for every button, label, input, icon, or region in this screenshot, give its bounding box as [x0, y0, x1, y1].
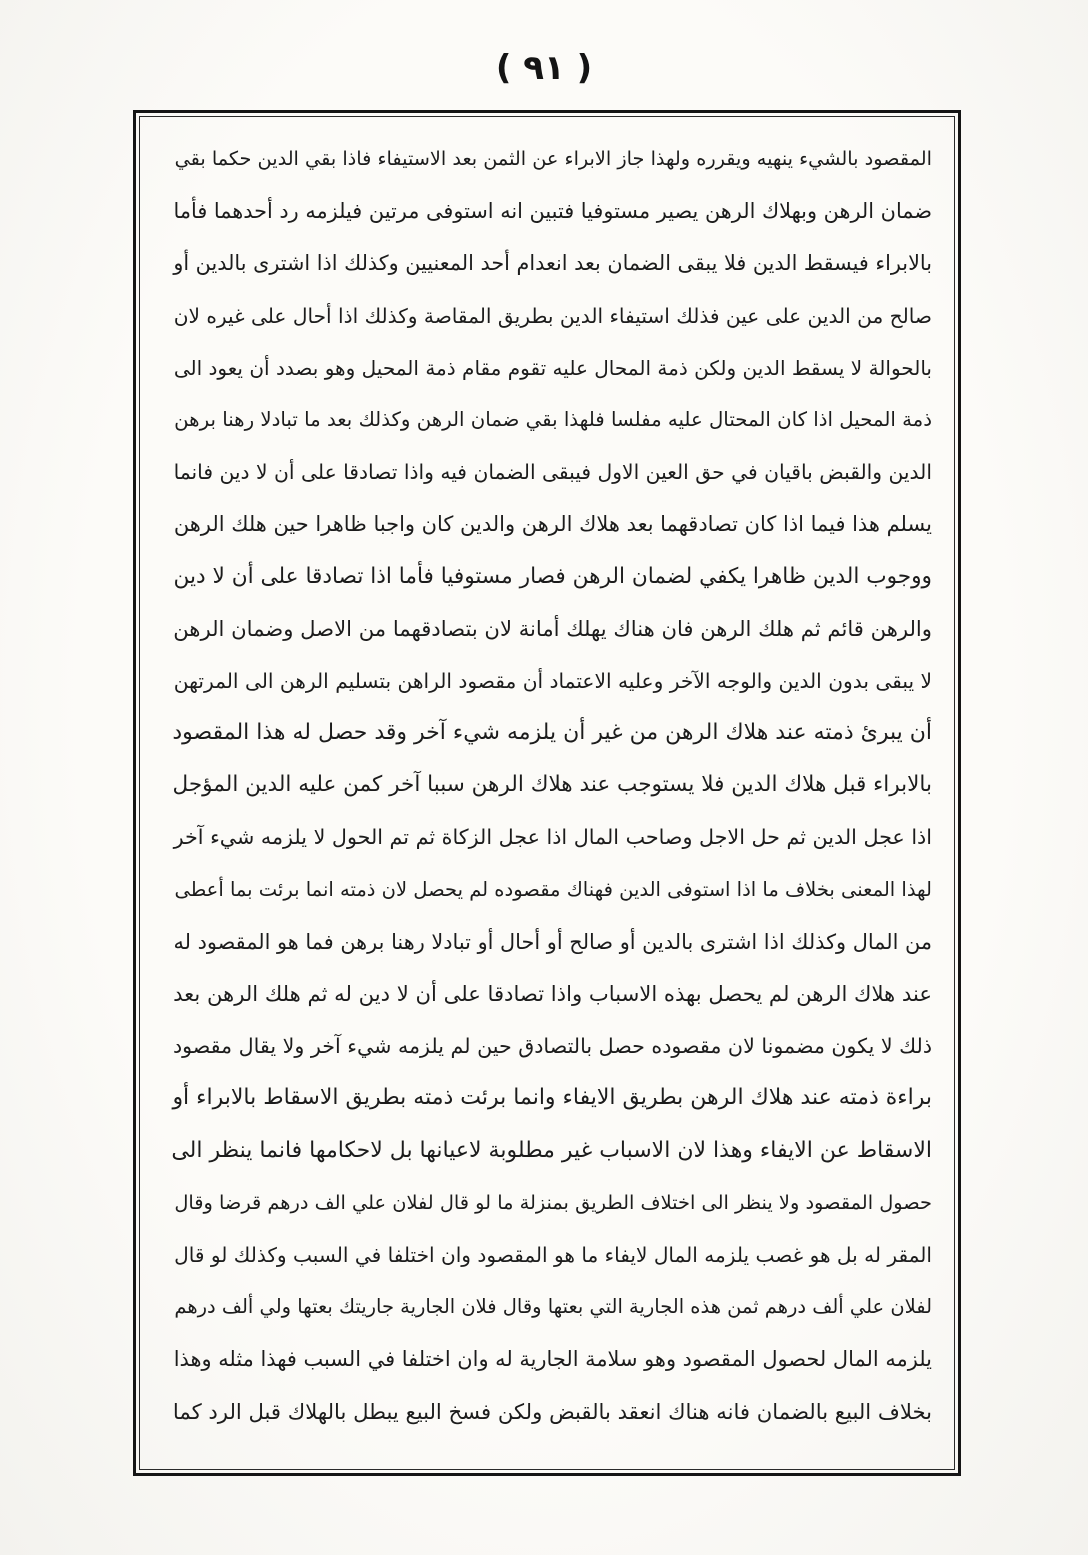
- text-line: بالابراء قبل هلاك الدين فلا يستوجب عند هلاك الرهن سببا آخر كمن عليه الدين المؤجل: [172, 772, 932, 798]
- text-frame-inner-rule: [139, 116, 955, 1470]
- text-line: أن يبرئ ذمته عند هلاك الرهن من غير أن يلزمه شيء آخر وقد حصل له هذا المقصود: [172, 720, 932, 746]
- text-frame: [133, 110, 961, 1476]
- text-line: يسلم هذا فيما اذا كان تصادقهما بعد هلاك الرهن والدين كان واجبا ظاهرا حين هلك الرهن: [173, 512, 932, 537]
- text-line: براءة ذمته عند هلاك الرهن بطريق الايفاء وانما برئت ذمته بطريق الاسقاط بالابراء أو: [172, 1085, 932, 1111]
- text-line: ذمة المحيل اذا كان المحتال عليه مفلسا فلهذا بقي ضمان الرهن وكذلك بعد ما تبادلا رهنا برهن: [174, 407, 932, 431]
- text-line: لهذا المعنى بخلاف ما اذا استوفى الدين فهناك مقصوده لم يحصل لان ذمته انما برئت بما أعطى: [174, 877, 932, 901]
- text-line: ذلك لا يكون مضمونا لان مقصوده حصل بالتصادق حين لم يلزمه شيء آخر ولا يقال مقصود: [172, 1034, 932, 1059]
- body-text: [140, 117, 954, 1469]
- text-line: عند هلاك الرهن لم يحصل بهذه الاسباب واذا تصادقا على أن لا دين له ثم هلك الرهن بعد: [173, 981, 932, 1006]
- text-line: ضمان الرهن وبهلاك الرهن يصير مستوفيا فتبين انه استوفى مرتين فيلزمه رد أحدهما فأما: [173, 199, 932, 224]
- text-line: الاسقاط عن الايفاء وهذا لان الاسباب غير مطلوبة لاعيانها بل لاحكامها فانما ينظر الى: [171, 1137, 932, 1163]
- text-line: ووجوب الدين ظاهرا يكفي لضمان الرهن فصار مستوفيا فأما اذا تصادقا على أن لا دين: [173, 563, 932, 589]
- text-line: الدين والقبض باقيان في حق العين الاول فيبقى الضمان فيه واذا تصادقا على أن لا دين فانما: [173, 460, 932, 485]
- text-line: بالحوالة لا يسقط الدين ولكن ذمة المحال عليه تقوم مقام ذمة المحيل وهو بصدد أن يعود الى: [173, 355, 932, 380]
- text-line: بخلاف البيع بالضمان فانه هناك انعقد بالقبض ولكن فسخ البيع يبطل بالهلاك قبل الرد كما: [172, 1398, 932, 1424]
- text-line: يلزمه المال لحصول المقصود وهو سلامة الجارية له وان اختلفا في السبب فهذا مثله وهذا: [173, 1347, 932, 1372]
- text-line: والرهن قائم ثم هلك الرهن فان هناك يهلك أمانة لان بتصادقهما من الاصل وضمان الرهن: [173, 615, 932, 641]
- text-line: اذا عجل الدين ثم حل الاجل وصاحب المال اذا عجل الزكاة ثم تم الحول لا يلزمه شيء آخر: [173, 825, 932, 850]
- text-line: لفلان علي ألف درهم ثمن هذه الجارية التي بعتها وقال فلان الجارية جاريتك بعتها ولي ألف درهم: [174, 1295, 932, 1319]
- text-line: بالابراء فيسقط الدين فلا يبقى الضمان بعد انعدام أحد المعنيين وكذلك اذا اشترى بالدين أو: [173, 251, 932, 276]
- text-line: حصول المقصود ولا ينظر الى اختلاف الطريق بمنزلة ما لو قال لفلان علي الف درهم قرضا وقال: [174, 1190, 932, 1214]
- text-line: المقصود بالشيء ينهيه ويقرره ولهذا جاز الابراء عن الثمن بعد الاستيفاء فاذا بقي الدين حكما بقي: [174, 147, 932, 170]
- text-line: صالح من الدين على عين فذلك استيفاء الدين بطريق المقاصة وكذلك اذا أحال على غيره لان: [173, 303, 932, 328]
- text-line: من المال وكذلك اذا اشترى بالدين أو صالح أو أحال أو تبادلا رهنا برهن فما هو المقصود له: [173, 929, 932, 954]
- text-line: المقر له بل هو غصب يلزمه المال لايفاء ما هو المقصود وان اختلفا في السبب وكذلك لو قال: [174, 1242, 932, 1267]
- page-number: ( ٩١ ): [495, 48, 593, 88]
- text-line: لا يبقى بدون الدين والوجه الآخر وعليه الاعتماد أن مقصود الراهن بتسليم الرهن الى المرتهن: [173, 668, 932, 693]
